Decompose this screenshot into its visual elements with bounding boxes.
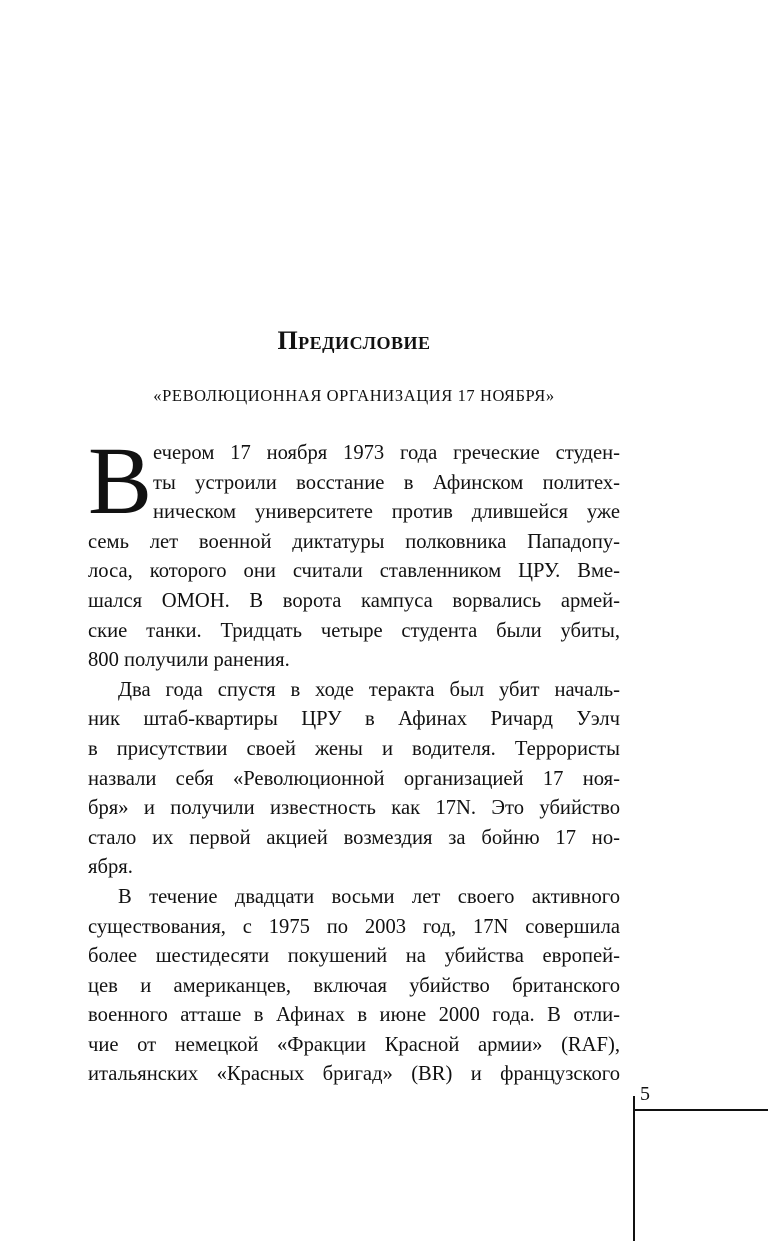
text-line: более шестидесяти покушений на убийства европей- bbox=[88, 945, 620, 968]
text-line: чие от немецкой «Фракции Красной армии» (RAF), bbox=[88, 1033, 620, 1056]
text-line: семь лет военной диктатуры полковника Пападопу- bbox=[88, 530, 620, 553]
text-line: ник штаб-квартиры ЦРУ в Афинах Ричард Уэлч bbox=[88, 708, 620, 731]
text-line: ября. bbox=[88, 856, 133, 879]
page-number: 5 bbox=[640, 1083, 650, 1105]
text-line: лоса, которого они считали ставленником ЦРУ. Вме- bbox=[88, 560, 620, 583]
text-line: ническом университете против длившейся уже bbox=[153, 501, 620, 524]
text-line: Два года спустя в ходе теракта был убит началь- bbox=[118, 678, 620, 701]
text-line: шался ОМОН. В ворота кампуса ворвались армей- bbox=[88, 589, 620, 612]
drop-cap: В bbox=[88, 427, 153, 534]
text-line: существования, с 1975 по 2003 год, 17N совершила bbox=[88, 915, 620, 938]
paragraph-3 bbox=[88, 883, 620, 1090]
text-line: цев и американцев, включая убийство британского bbox=[88, 974, 620, 997]
text-line: итальянских «Красных бригад» (BR) и французского bbox=[88, 1063, 620, 1086]
paragraph-2 bbox=[88, 676, 620, 883]
text-line: в присутствии своей жены и водителя. Террористы bbox=[88, 737, 620, 760]
page-subtitle: «РЕВОЛЮЦИОННАЯ ОРГАНИЗАЦИЯ 17 НОЯБРЯ» bbox=[153, 386, 555, 405]
body-text bbox=[88, 427, 620, 1090]
paragraph-1 bbox=[88, 439, 620, 676]
text-line: ечером 17 ноября 1973 года греческие студен- bbox=[153, 442, 620, 464]
page-number-rule-vertical bbox=[633, 1096, 635, 1241]
text-line: назвали себя «Революционной организацией 17 ноя- bbox=[88, 767, 620, 790]
text-line: ты устроили восстание в Афинском политех- bbox=[153, 471, 620, 494]
text-line: стало их первой акцией возмездия за бойню 17 но- bbox=[88, 826, 620, 849]
page-number-rule-horizontal bbox=[634, 1109, 768, 1111]
text-line: 800 получили ранения. bbox=[88, 649, 290, 672]
text-line: ские танки. Тридцать четыре студента были убиты, bbox=[88, 619, 620, 642]
text-line: В течение двадцати восьми лет своего активного bbox=[118, 885, 620, 908]
page-title: Предисловие bbox=[277, 326, 431, 355]
text-line: военного атташе в Афинах в июне 2000 года. В отли- bbox=[88, 1004, 620, 1027]
text-line: бря» и получили известность как 17N. Это убийство bbox=[88, 797, 620, 820]
